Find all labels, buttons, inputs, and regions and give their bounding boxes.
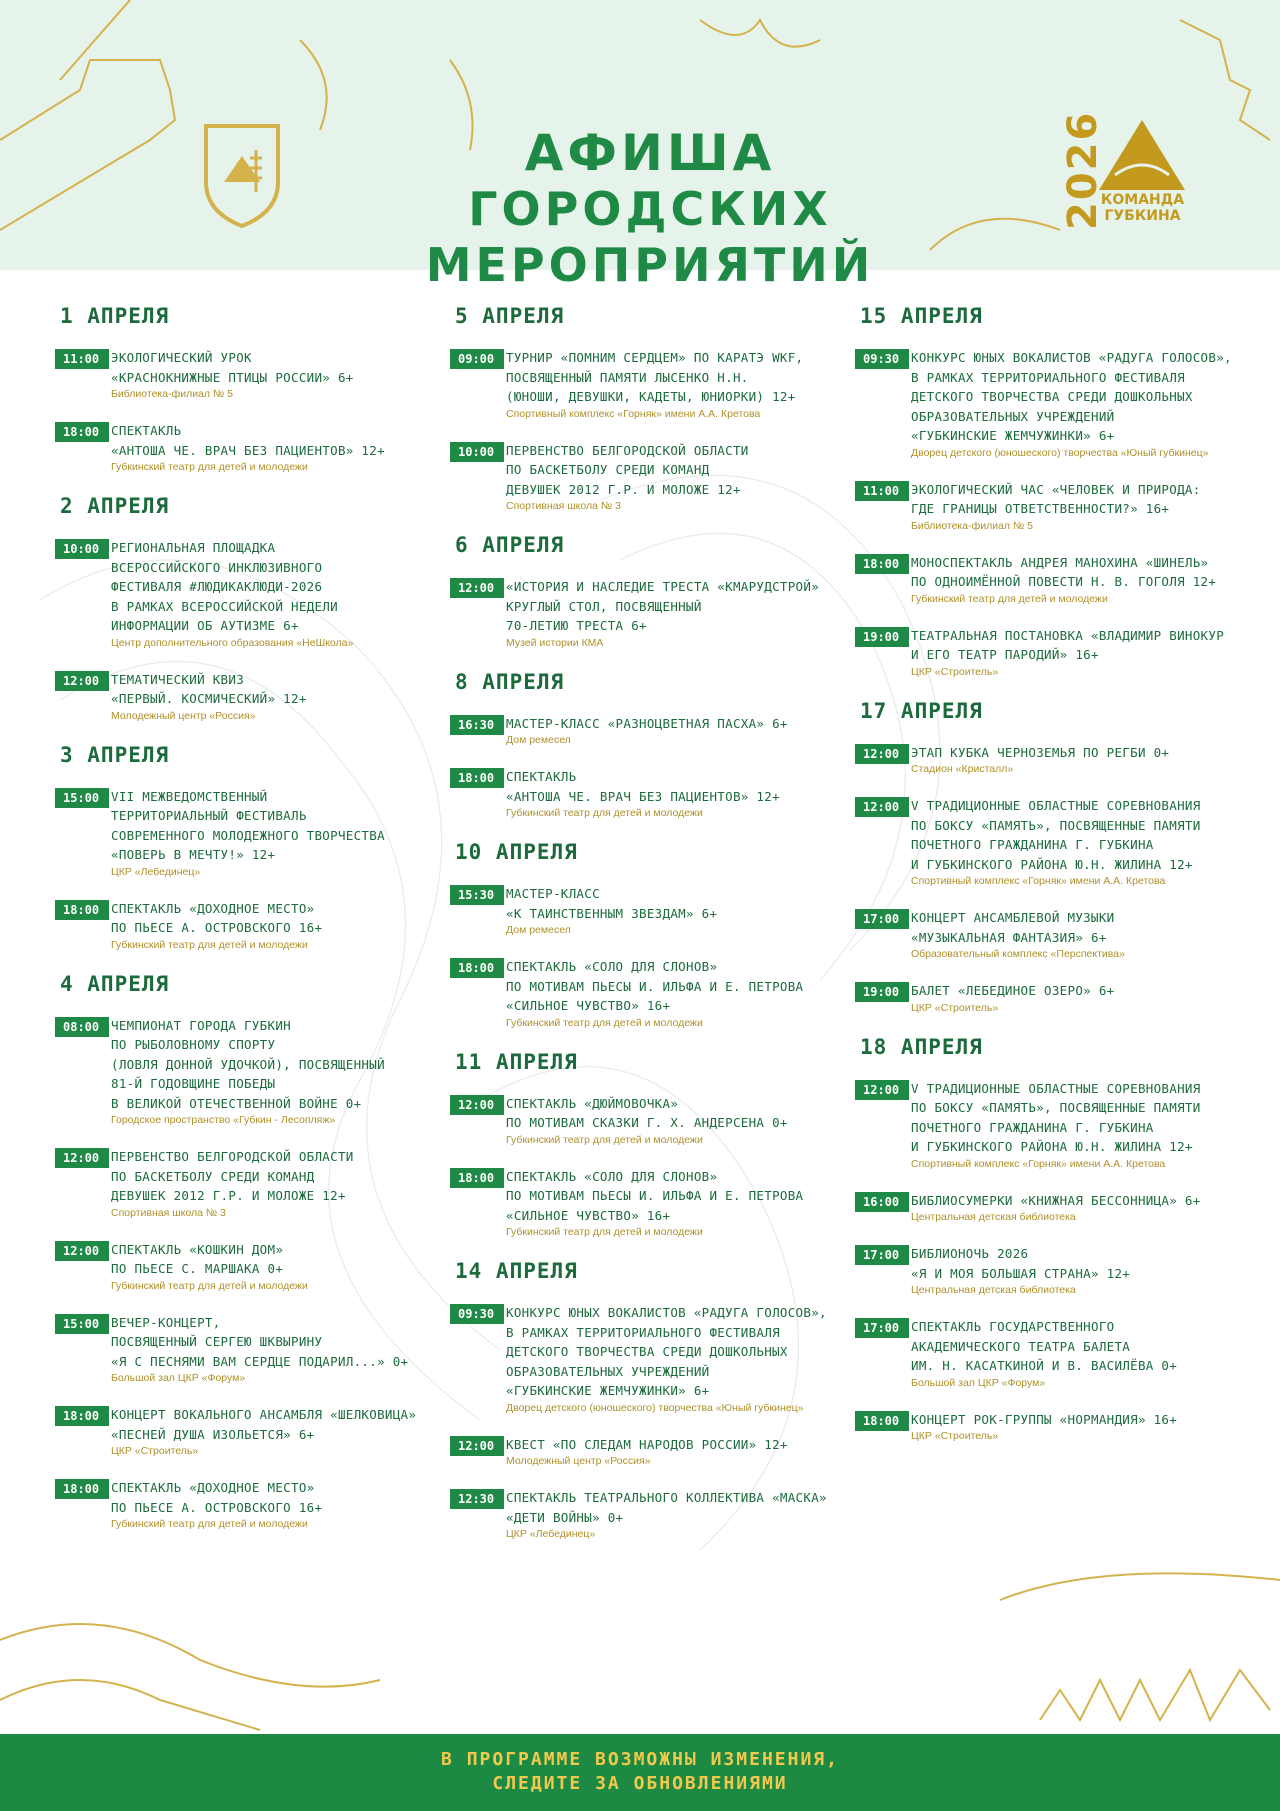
schedule-column-3 [855,290,1250,1463]
event-venue: ЦКР «Строитель» [911,1430,999,1442]
event-venue: Молодежный центр «Россия» [506,1455,651,1467]
event-venue: Спортивная школа № 3 [506,500,621,512]
event-body [109,1405,440,1458]
event-item [450,714,850,748]
event-body [909,1317,1250,1390]
event-title: ПЕРВЕНСТВО БЕЛГОРОДСКОЙ ОБЛАСТИ ПО БАСКЕТБОЛУ СРЕДИ КОМАНД ДЕВУШЕК 2012 Г.Р. И МОЛОЖЕ 12+ [506,442,749,497]
event-body [504,348,850,421]
event-title: БИБЛИОСУМЕРКИ «КНИЖНАЯ БЕССОННИЦА» 6+ [911,1192,1201,1208]
title-line-1: АФИША [524,124,776,182]
event-title: ТЕАТРАЛЬНАЯ ПОСТАНОВКА «ВЛАДИМИР ВИНОКУР И ЕГО ТЕАТР ПАРОДИЙ» 16+ [911,627,1225,662]
event-body [109,538,440,650]
event-title: VII МЕЖВЕДОМСТВЕННЫЙ ТЕРРИТОРИАЛЬНЫЙ ФЕСТИВАЛЬ СОВРЕМЕННОГО МОЛОДЕЖНОГО ТВОРЧЕСТВА «ПОВЕРЬ В МЕЧТУ!» 12+ [111,788,385,862]
event-item [450,577,850,650]
event-title: КОНЦЕРТ ВОКАЛЬНОГО АНСАМБЛЯ «ШЕЛКОВИЦА» «ПЕСНЕЙ ДУША ИЗОЛЬЕТСЯ» 6+ [111,1407,417,1442]
event-item [855,1317,1250,1390]
event-item [855,480,1250,533]
event-venue: Губкинский театр для детей и молодежи [111,938,308,951]
event-venue: Спортивный комплекс «Горняк» имени А.А. Кретова [911,875,1166,887]
event-time-badge: 17:00 [855,909,909,929]
event-title: БИБЛИОНОЧЬ 2026 «Я И МОЯ БОЛЬШАЯ СТРАНА» 12+ [911,1246,1131,1281]
day-heading: 17 АПРЕЛЯ [860,698,983,723]
event-item [55,1405,440,1458]
event-title: ЧЕМПИОНАТ ГОРОДА ГУБКИН ПО РЫБОЛОВНОМУ СПОРТУ (ЛОВЛЯ ДОННОЙ УДОЧКОЙ), ПОСВЯЩЕННЫЙ 81-Й ГОДОВЩИНЕ ПОБЕДЫ В ВЕЛИКОЙ ОТЕЧЕСТВЕННОЙ ВОЙНЕ 0+ [111,1017,385,1111]
event-body [909,626,1250,679]
event-time-badge: 12:00 [450,578,504,598]
event-venue: Дом ремесел [506,734,571,746]
event-venue: Спортивный комплекс «Горняк» имени А.А. Кретова [506,407,761,420]
event-item [55,899,440,952]
event-item [55,538,440,650]
city-crest-icon [200,120,284,230]
event-venue: Образовательный комплекс «Перспектива» [911,948,1125,960]
event-time-badge: 09:30 [450,1304,504,1324]
event-title: КОНКУРС ЮНЫХ ВОКАЛИСТОВ «РАДУГА ГОЛОСОВ», В РАМКАХ ТЕРРИТОРИАЛЬНОГО ФЕСТИВАЛЯ ДЕТСКОГО ТВОРЧЕСТВА СРЕДИ ДОШКОЛЬНЫХ ОБРАЗОВАТЕЛЬНЫХ УЧРЕЖДЕНИЙ «ГУБКИНСКИЕ ЖЕМЧУЖИНКИ» 6+ [911,350,1232,443]
event-body [909,981,1250,1015]
event-venue: Губкинский театр для детей и молодежи [506,1016,703,1029]
event-time-badge: 08:00 [55,1017,109,1037]
event-item [450,1303,850,1415]
event-title: ЭТАП КУБКА ЧЕРНОЗЕМЬЯ ПО РЕГБИ 0+ [911,744,1170,760]
event-time-badge: 18:00 [855,1411,909,1431]
event-item [55,670,440,723]
event-title: ПЕРВЕНСТВО БЕЛГОРОДСКОЙ ОБЛАСТИ ПО БАСКЕТБОЛУ СРЕДИ КОМАНД ДЕВУШЕК 2012 Г.Р. И МОЛОЖЕ 12+ [111,1149,354,1203]
event-time-badge: 12:00 [55,1241,109,1261]
event-time-badge: 18:00 [55,1479,109,1499]
event-body [909,743,1250,777]
event-title: КОНКУРС ЮНЫХ ВОКАЛИСТОВ «РАДУГА ГОЛОСОВ», В РАМКАХ ТЕРРИТОРИАЛЬНОГО ФЕСТИВАЛЯ ДЕТСКОГО ТВОРЧЕСТВА СРЕДИ ДОШКОЛЬНЫХ ОБРАЗОВАТЕЛЬНЫХ УЧРЕЖДЕНИЙ «ГУБКИНСКИЕ ЖЕМЧУЖИНКИ» 6+ [506,1305,827,1398]
event-time-badge: 18:00 [450,958,504,978]
event-item [855,1079,1250,1171]
event-body [909,796,1250,888]
event-item [855,1410,1250,1444]
event-venue: ЦКР «Строитель» [111,1445,199,1457]
event-venue: Городское пространство «Губкин - Лесопляж» [111,1114,336,1126]
event-body [109,1147,440,1220]
event-time-badge: 17:00 [855,1318,909,1338]
event-time-badge: 12:00 [855,1080,909,1100]
event-item [55,348,440,401]
event-title: КВЕСТ «ПО СЛЕДАМ НАРОДОВ РОССИИ» 12+ [506,1436,788,1452]
event-venue: ЦКР «Лебединец» [111,865,201,878]
event-item [55,1016,440,1128]
event-venue: Большой зал ЦКР «Форум» [911,1376,1046,1389]
event-item [55,1240,440,1293]
event-venue: Дом ремесел [506,924,571,936]
event-body [109,1240,440,1293]
event-venue: Библиотека-филиал № 5 [911,519,1033,532]
event-item [450,957,850,1030]
event-venue: Губкинский театр для детей и молодежи [911,592,1108,605]
event-title: МОНОСПЕКТАКЛЬ АНДРЕЯ МАНОХИНА «ШИНЕЛЬ» ПО ОДНОИМЁННОЙ ПОВЕСТИ Н. В. ГОГОЛЯ 12+ [911,554,1217,589]
day-heading: 15 АПРЕЛЯ [860,304,983,328]
event-item [55,1478,440,1531]
event-item [55,787,440,879]
event-time-badge: 11:00 [55,349,109,369]
event-title: СПЕКТАКЛЬ «КОШКИН ДОМ» ПО ПЬЕСЕ С. МАРШАКА 0+ [111,1241,284,1276]
event-time-badge: 18:00 [55,1406,109,1426]
event-venue: Большой зал ЦКР «Форум» [111,1372,246,1384]
event-body [504,1435,850,1469]
event-title: СПЕКТАКЛЬ «ДОХОДНОЕ МЕСТО» ПО ПЬЕСЕ А. ОСТРОВСКОГО 16+ [111,900,323,935]
event-item [450,348,850,421]
footer-notice: В ПРОГРАММЕ ВОЗМОЖНЫ ИЗМЕНЕНИЯ, СЛЕДИТЕ ЗА ОБНОВЛЕНИЯМИ [441,1749,839,1794]
event-time-badge: 12:00 [450,1095,504,1115]
event-time-badge: 18:00 [450,1168,504,1188]
event-venue: Музей истории КМА [506,636,604,649]
day-heading: 14 АПРЕЛЯ [455,1259,578,1283]
event-item [855,1244,1250,1297]
event-body [504,884,850,937]
event-title: ТЕМАТИЧЕСКИЙ КВИЗ «ПЕРВЫЙ. КОСМИЧЕСКИЙ» 12+ [111,671,307,706]
event-venue: Губкинский театр для детей и молодежи [111,461,308,473]
event-body [109,899,440,952]
event-body [109,1313,440,1386]
event-title: «ИСТОРИЯ И НАСЛЕДИЕ ТРЕСТА «КМАРУДСТРОЙ» КРУГЛЫЙ СТОЛ, ПОСВЯЩЕННЫЙ 70-ЛЕТИЮ ТРЕСТА 6+ [506,579,820,633]
event-body [109,787,440,879]
event-body [909,1410,1250,1444]
event-title: МАСТЕР-КЛАСС «К ТАИНСТВЕННЫМ ЗВЕЗДАМ» 6+ [506,886,718,921]
event-item [450,1167,850,1240]
event-time-badge: 12:00 [55,671,109,691]
event-venue: Центральная детская библиотека [911,1211,1076,1223]
event-title: КОНЦЕРТ АНСАМБЛЕВОЙ МУЗЫКИ «МУЗЫКАЛЬНАЯ ФАНТАЗИЯ» 6+ [911,910,1115,945]
event-time-badge: 15:30 [450,885,504,905]
event-title: СПЕКТАКЛЬ «ДЮЙМОВОЧКА» ПО МОТИВАМ СКАЗКИ Г. Х. АНДЕРСЕНА 0+ [506,1095,788,1130]
event-title: ЭКОЛОГИЧЕСКИЙ ЧАС «ЧЕЛОВЕК И ПРИРОДА: ГДЕ ГРАНИЦЫ ОТВЕТСТВЕННОСТИ?» 16+ [911,481,1201,516]
event-body [909,480,1250,533]
event-venue: ЦКР «Лебединец» [506,1528,596,1540]
event-body [109,348,440,401]
event-item [55,421,440,474]
event-time-badge: 16:00 [855,1192,909,1212]
event-body [504,714,850,748]
event-title: СПЕКТАКЛЬ ТЕАТРАЛЬНОГО КОЛЛЕКТИВА «МАСКА» «ДЕТИ ВОЙНЫ» 0+ [506,1490,827,1525]
event-title: МАСТЕР-КЛАСС «РАЗНОЦВЕТНАЯ ПАСХА» 6+ [506,715,788,731]
event-item [855,743,1250,777]
event-item [855,348,1250,460]
event-body [909,348,1250,460]
event-item [855,1191,1250,1225]
event-venue: Библиотека-филиал № 5 [111,388,233,400]
event-time-badge: 17:00 [855,1245,909,1265]
day-heading: 5 АПРЕЛЯ [455,304,565,328]
event-item [855,796,1250,888]
event-time-badge: 12:00 [55,1148,109,1168]
event-body [909,908,1250,961]
event-title: СПЕКТАКЛЬ «АНТОША ЧЕ. ВРАЧ БЕЗ ПАЦИЕНТОВ» 12+ [506,769,780,804]
event-title: СПЕКТАКЛЬ «АНТОША ЧЕ. ВРАЧ БЕЗ ПАЦИЕНТОВ» 12+ [111,423,385,458]
event-title: СПЕКТАКЛЬ «СОЛО ДЛЯ СЛОНОВ» ПО МОТИВАМ ПЬЕСЫ И. ИЛЬФА И Е. ПЕТРОВА «СИЛЬНОЕ ЧУВСТВО» 16+ [506,959,804,1013]
event-item [55,1147,440,1220]
event-time-badge: 10:00 [55,539,109,559]
event-time-badge: 18:00 [55,422,109,442]
event-title: СПЕКТАКЛЬ «СОЛО ДЛЯ СЛОНОВ» ПО МОТИВАМ ПЬЕСЫ И. ИЛЬФА И Е. ПЕТРОВА «СИЛЬНОЕ ЧУВСТВО» 16+ [506,1168,804,1223]
event-time-badge: 18:00 [55,900,109,920]
event-body [109,421,440,474]
event-title: СПЕКТАКЛЬ ГОСУДАРСТВЕННОГО АКАДЕМИЧЕСКОГО ТЕАТРА БАЛЕТА ИМ. Н. КАСАТКИНОЙ И В. ВАСИЛЁВА 0+ [911,1319,1178,1373]
event-time-badge: 19:00 [855,982,909,1002]
page-title [290,125,1010,293]
event-venue: Губкинский театр для детей и молодежи [506,1226,703,1238]
day-heading: 18 АПРЕЛЯ [860,1034,983,1059]
event-item [855,626,1250,679]
day-heading: 6 АПРЕЛЯ [455,533,565,557]
event-venue: Губкинский театр для детей и молодежи [506,1133,703,1146]
event-time-badge: 12:30 [450,1489,504,1509]
event-venue: Губкинский театр для детей и молодежи [506,807,703,819]
team-line-1: КОМАНДА [1100,192,1185,208]
event-time-badge: 09:00 [450,349,504,369]
event-item [855,553,1250,606]
event-body [109,670,440,723]
event-time-badge: 10:00 [450,442,504,462]
event-time-badge: 18:00 [855,554,909,574]
event-time-badge: 15:00 [55,788,109,808]
event-time-badge: 16:30 [450,715,504,735]
event-time-badge: 09:30 [855,349,909,369]
event-item [450,1435,850,1469]
event-venue: Стадион «Кристалл» [911,763,1014,775]
event-body [109,1478,440,1531]
event-body [909,1191,1250,1225]
event-title: ЭКОЛОГИЧЕСКИЙ УРОК «КРАСНОКНИЖНЫЕ ПТИЦЫ РОССИИ» 6+ [111,350,354,385]
event-item [55,1313,440,1386]
event-time-badge: 11:00 [855,481,909,501]
event-title: V ТРАДИЦИОННЫЕ ОБЛАСТНЫЕ СОРЕВНОВАНИЯ ПО БОКСУ «ПАМЯТЬ», ПОСВЯЩЕННЫЕ ПАМЯТИ ПОЧЕТНОГО ГРАЖДАНИНА Г. ГУБКИНА И ГУБКИНСКОГО РАЙОНА Ю.Н. ЖИЛИНА 12+ [911,1080,1201,1154]
event-venue: Молодежный центр «Россия» [111,709,256,722]
event-venue: Губкинский театр для детей и молодежи [111,1518,308,1530]
day-heading: 1 АПРЕЛЯ [60,304,170,328]
team-line-2: ГУБКИНА [1104,208,1181,224]
day-heading: 8 АПРЕЛЯ [455,669,565,694]
event-body [909,1244,1250,1297]
event-body [504,1488,850,1541]
team-gubkin-logo-text [1090,192,1195,224]
event-venue: ЦКР «Строитель» [911,665,999,678]
event-time-badge: 15:00 [55,1314,109,1334]
year-label: 2026 [1060,110,1106,230]
event-item [855,981,1250,1015]
event-venue: Спортивная школа № 3 [111,1206,226,1219]
day-heading: 3 АПРЕЛЯ [60,742,170,767]
event-title: V ТРАДИЦИОННЫЕ ОБЛАСТНЫЕ СОРЕВНОВАНИЯ ПО БОКСУ «ПАМЯТЬ», ПОСВЯЩЕННЫЕ ПАМЯТИ ПОЧЕТНОГО ГРАЖДАНИНА Г. ГУБКИНА И ГУБКИНСКОГО РАЙОНА Ю.Н. ЖИЛИНА 12+ [911,798,1201,872]
event-time-badge: 12:00 [855,797,909,817]
event-body [504,1167,850,1240]
event-venue: Губкинский театр для детей и молодежи [111,1279,308,1292]
event-venue: ЦКР «Строитель» [911,1001,999,1014]
event-item [450,1488,850,1541]
event-body [504,957,850,1030]
event-venue: Центр дополнительного образования «НеШкола» [111,636,354,649]
event-body [504,1094,850,1147]
schedule-column-2 [450,290,850,1561]
event-item [450,884,850,937]
event-title: РЕГИОНАЛЬНАЯ ПЛОЩАДКА ВСЕРОССИЙСКОГО ИНКЛЮЗИВНОГО ФЕСТИВАЛЯ #ЛЮДИКАКЛЮДИ-2026 В РАМКАХ ВСЕРОССИЙСКОЙ НЕДЕЛИ ИНФОРМАЦИИ ОБ АУТИЗМЕ 6+ [111,540,338,633]
event-time-badge: 12:00 [855,744,909,764]
event-body [504,767,850,820]
event-venue: Дворец детского (юношеского) творчества «Юный губкинец» [911,446,1209,459]
event-time-badge: 12:00 [450,1436,504,1456]
event-item [450,441,850,514]
event-body [504,441,850,514]
title-line-2: ГОРОДСКИХ МЕРОПРИЯТИЙ [425,182,875,292]
event-time-badge: 19:00 [855,627,909,647]
schedule-column-1 [55,290,440,1551]
event-body [504,577,850,650]
event-title: БАЛЕТ «ЛЕБЕДИНОЕ ОЗЕРО» 6+ [911,983,1115,998]
event-title: ТУРНИР «ПОМНИМ СЕРДЦЕМ» ПО КАРАТЭ WKF, ПОСВЯЩЕННЫЙ ПАМЯТИ ЛЫСЕНКО Н.Н. (ЮНОШИ, ДЕВУШКИ, КАДЕТЫ, ЮНИОРКИ) 12+ [506,350,804,404]
event-time-badge: 18:00 [450,768,504,788]
day-heading: 2 АПРЕЛЯ [60,494,170,518]
event-item [450,1094,850,1147]
event-venue: Спортивный комплекс «Горняк» имени А.А. Кретова [911,1157,1166,1170]
event-title: ВЕЧЕР-КОНЦЕРТ, ПОСВЯЩЕННЫЙ СЕРГЕЮ ШКВЫРИНУ «Я С ПЕСНЯМИ ВАМ СЕРДЦЕ ПОДАРИЛ...» 0+ [111,1314,409,1369]
day-heading: 11 АПРЕЛЯ [455,1049,578,1074]
event-body [909,1079,1250,1171]
event-title: КОНЦЕРТ РОК-ГРУППЫ «НОРМАНДИЯ» 16+ [911,1411,1178,1427]
event-body [109,1016,440,1128]
event-body [909,553,1250,606]
day-heading: 4 АПРЕЛЯ [60,971,170,996]
event-item [450,767,850,820]
day-heading: 10 АПРЕЛЯ [455,840,578,864]
event-title: СПЕКТАКЛЬ «ДОХОДНОЕ МЕСТО» ПО ПЬЕСЕ А. ОСТРОВСКОГО 16+ [111,1480,323,1515]
event-item [855,908,1250,961]
event-venue: Дворец детского (юношеского) творчества «Юный губкинец» [506,1401,804,1414]
event-body [504,1303,850,1415]
event-venue: Центральная детская библиотека [911,1284,1076,1296]
